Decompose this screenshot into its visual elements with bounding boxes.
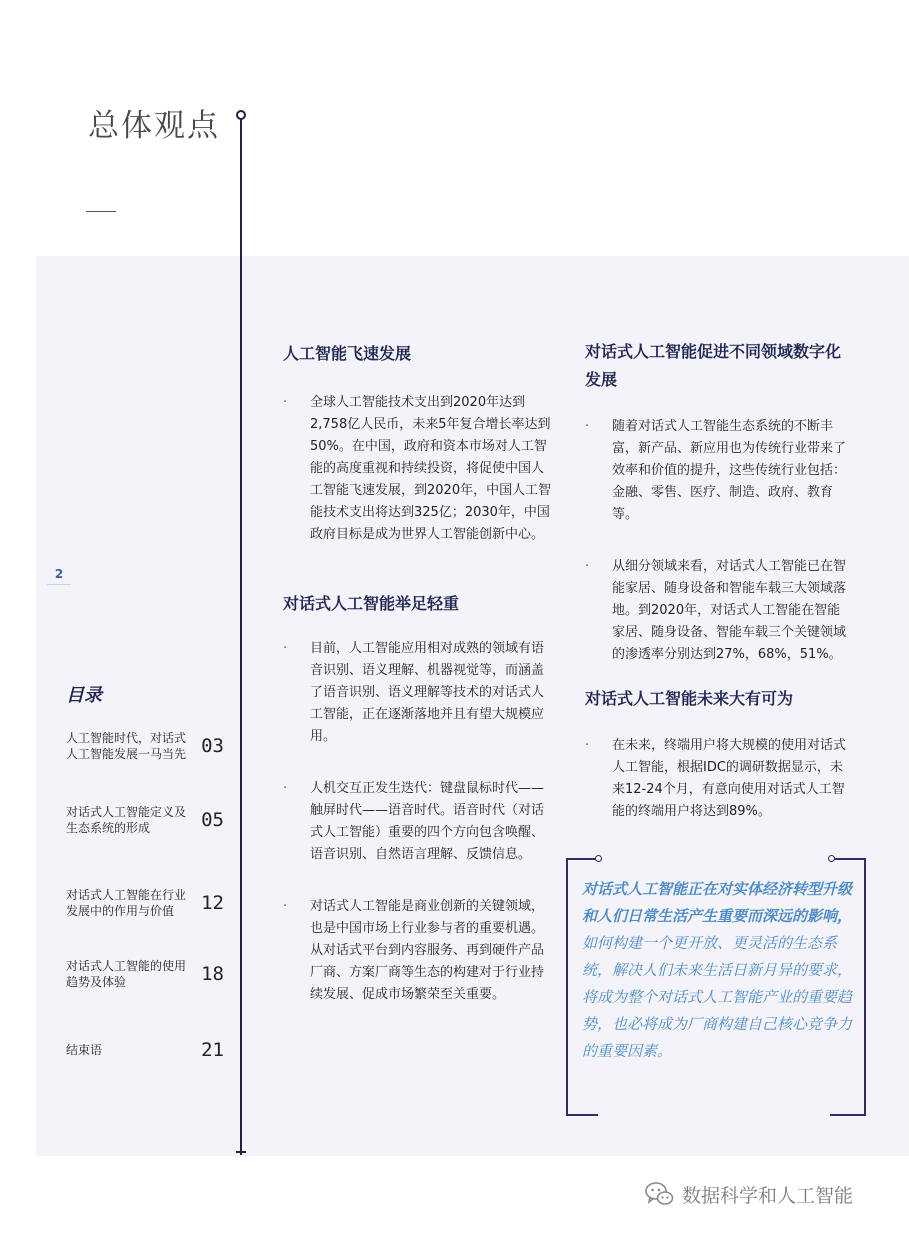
toc-item[interactable] [66,1039,224,1061]
timeline-dot [236,110,246,120]
toc-item-page: 03 [201,735,224,757]
toc-item-label: 人工智能时代，对话式人工智能发展一马当先 [66,731,187,761]
quote-border-bottom-left [566,1114,598,1116]
quote-dot-right [828,855,835,862]
section-digital-development [585,338,851,666]
section-future-potential [585,685,851,823]
bullet-dot-icon: · [585,419,590,434]
bullet-text: 对话式人工智能是商业创新的关键领域，也是中国市场上行业参与者的重要机遇。从对话式平台到内容服务、再到硬件产品厂商、方案厂商等生态的构建对于行业持续发展、促成市场繁荣至关重要。 [310,899,545,1002]
bullet-dot-icon: · [585,559,590,574]
section-title: 对话式人工智能举足轻重 [283,594,460,613]
toc-item[interactable] [66,958,224,990]
bullet-text: 随着对话式人工智能生态系统的不断丰富，新产品、新应用也为传统行业带来了效率和价值的提升，这些传统行业包括：金融、零售、医疗、制造、政府、教育等。 [612,419,847,522]
section-title: 对话式人工智能促进不同领域数字化发展 [585,342,842,389]
quote-rest-text: 如何构建一个更开放、更灵活的生态系统，解决人们未来生活日新月异的要求，将成为整个对话式人工智能产业的重要趋势，也必将成为厂商构建自己核心竞争力的重要因素。 [582,934,853,1060]
quote-dot-left [595,855,602,862]
watermark-text: 数据科学和人工智能 [682,1184,854,1207]
toc-item-label: 结束语 [66,1043,103,1057]
toc-heading: 目录 [66,685,102,706]
toc-item-page: 21 [201,1039,224,1061]
bullet-dot-icon: · [283,899,288,914]
bullet-dot-icon: · [585,738,590,753]
bullet-item [283,896,553,1006]
quote-strong-text: 对话式人工智能正在对实体经济转型升级和人们日常生活产生重要而深远的影响， [582,880,853,925]
quote-border-right [864,858,866,1116]
bullet-text: 目前，人工智能应用相对成熟的领域有语音识别、语义理解、机器视觉等，而涵盖了语音识别、语义理解等技术的对话式人工智能，正在逐渐落地并且有望大规模应用。 [310,641,545,744]
bullet-text: 从细分领域来看，对话式人工智能已在智能家居、随身设备和智能车载三大领域落地。到2020年，对话式人工智能在智能家居、随身设备、智能车载三个关键领域的渗透率分别达到27%，68%，51%。 [612,559,847,662]
toc-item-label: 对话式人工智能在行业发展中的作用与价值 [66,888,187,918]
quote-border-top-left [566,858,598,860]
section-conversational-ai-important [283,590,553,1006]
bullet-item [283,392,553,546]
watermark [644,1180,853,1208]
page-number: 2 [47,563,71,585]
bullet-item [585,556,851,666]
bullet-text: 全球人工智能技术支出到2020年达到2,758亿人民币，未来5年复合增长率达到50%。在中国，政府和资本市场对人工智能的高度重视和持续投资，将促使中国人工智能飞速发展，到2020年，中国人工智能技术支出将达到325亿；2030年，中国政府目标是成为世界人工智能创新中心。 [310,395,552,542]
quote-text [582,876,852,1065]
section-title: 人工智能飞速发展 [283,344,412,363]
toc-item[interactable] [66,887,224,919]
toc-item-page: 18 [201,963,224,985]
wechat-icon [644,1180,674,1208]
title-rule [86,211,116,212]
timeline-line [240,117,242,1155]
toc-item[interactable] [66,730,224,762]
quote-border-bottom-right [830,1114,866,1116]
bullet-text: 人机交互正发生迭代：键盘鼠标时代——触屏时代——语音时代。语音时代（对话式人工智能）重要的四个方向包含唤醒、语音识别、自然语言理解、反馈信息。 [310,781,545,862]
section-title: 对话式人工智能未来大有可为 [585,689,794,708]
toc-item-page: 05 [201,809,224,831]
bullet-item [283,778,553,866]
toc-item[interactable] [66,804,224,836]
bullet-item [283,638,553,748]
quote-border-top-right [832,858,866,860]
bullet-dot-icon: · [283,781,288,796]
bullet-dot-icon: · [283,395,288,410]
timeline-end [236,1151,246,1153]
quote-box [566,858,866,1116]
toc-item-label: 对话式人工智能的使用趋势及体验 [66,959,187,989]
bullet-item [585,416,851,526]
bullet-item [585,735,851,823]
quote-border-left [566,858,568,1116]
bullet-text: 在未来，终端用户将大规模的使用对话式人工智能，根据IDC的调研数据显示，未来12-24个月，有意向使用对话式人工智能的终端用户将达到89%。 [612,738,847,819]
section-ai-fast-development [283,340,553,546]
toc-item-page: 12 [201,892,224,914]
bullet-dot-icon: · [283,641,288,656]
page-title: 总体观点 [88,108,220,144]
toc-item-label: 对话式人工智能定义及生态系统的形成 [66,805,187,835]
